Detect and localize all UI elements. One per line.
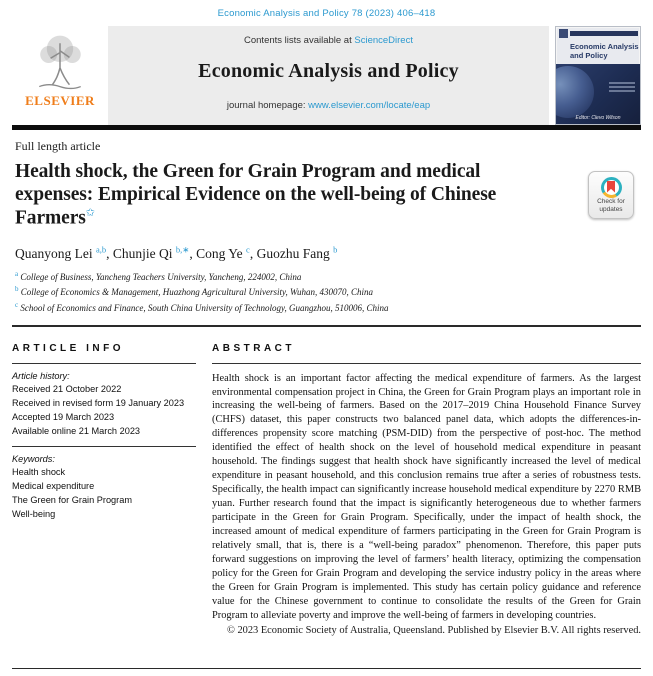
header-divider-bar xyxy=(12,125,641,130)
author-list xyxy=(15,245,638,263)
affiliation: $^b$ College of Economics & Management, Huazhong Agricultural University, Wuhan, 430070, China xyxy=(15,285,374,298)
abstract-column xyxy=(212,327,641,639)
keyword-item: Health shock xyxy=(12,467,66,478)
cover-editor-line: Editor: Clevo Wilson xyxy=(575,115,621,121)
abstract-rule xyxy=(212,363,641,364)
author: Guozhu Fang $^b$ xyxy=(256,244,338,262)
journal-cover-thumbnail[interactable] xyxy=(555,26,641,125)
info-abstract-columns xyxy=(12,327,641,639)
badge-label-line1: Check for xyxy=(597,198,625,205)
abstract-header: ABSTRACT xyxy=(212,342,295,354)
journal-cover-column xyxy=(549,26,641,125)
article-info-rule xyxy=(12,363,196,364)
article-title xyxy=(15,161,540,230)
badge-label-line2: updates xyxy=(599,206,623,214)
history-item: Accepted 19 March 2023 xyxy=(12,411,115,422)
homepage-link[interactable]: www.elsevier.com/locate/eap xyxy=(308,100,431,111)
history-item: Received 21 October 2022 xyxy=(12,384,122,395)
homepage-prefix: journal homepage: xyxy=(226,100,309,111)
author: Quanyong Lei $^{a,b}$, xyxy=(15,244,113,262)
elsevier-logo xyxy=(12,26,108,125)
history-item: Received in revised form 19 January 2023 xyxy=(12,398,185,409)
globe-icon xyxy=(555,66,594,118)
bookmark-icon xyxy=(607,181,615,193)
title-footnote-star[interactable]: ✩ xyxy=(85,206,95,219)
cover-publisher-logo-icon xyxy=(559,29,568,38)
article-title-text: Health shock, the Green for Grain Program and medical expenses: Empirical Evidence on the well-being of Chinese Farmers xyxy=(15,161,497,229)
page-bottom-rule xyxy=(12,668,641,669)
copyright-line: © 2023 Economic Society of Australia, Queensland. Published by Elsevier B.V. All rights reserved. xyxy=(226,625,641,637)
check-for-updates-badge[interactable] xyxy=(588,171,634,219)
affiliation: $^a$ College of Business, Yancheng Teachers University, Yancheng, 224002, China xyxy=(15,270,302,283)
author: Chunjie Qi $^{b,∗}$, xyxy=(112,244,197,262)
elsevier-wordmark: ELSEVIER xyxy=(25,93,95,108)
keyword-item: Medical expenditure xyxy=(12,481,95,492)
affiliation: $^c$ School of Economics and Finance, South China University of Technology, Guangzhou, 510006, China xyxy=(15,300,389,313)
keyword-item: Well-being xyxy=(12,508,56,519)
cover-top-band xyxy=(570,31,638,36)
contents-prefix: Contents lists available at xyxy=(244,35,355,46)
contents-line xyxy=(108,35,549,46)
journal-header xyxy=(12,26,641,125)
crossmark-icon xyxy=(601,177,622,198)
cover-volume-text-placeholder xyxy=(609,82,635,94)
keyword-item: The Green for Grain Program xyxy=(12,494,132,505)
abstract-text: Health shock is an important factor affecting the medical expenditure of farmers. As the largest environmental compensation project in China, the Green for Grain Program plays an important role in increasing the well-being of farmers. Based on the 2017–2019 China Household Finance Survey (CHFS) dataset, this paper constructs two balanced panel data, which adopts the differences-in-differences propensity score matching (PSM-DID) from the perspective of post-hoc. The method identified the effect of health shock on the level of household medical expenditure in peasant household. The findings suggest that health shock have significantly increased the level of medical expenditure in peasant household, and this conclusion remains true after a series of robustness tests. Specifically, the health impact can significantly increase household medical expenditure by 2270 RMB yuan. Further research found that the impact is significantly heterogeneous due to whether farmers participate in the Green for Grain Program. Specifically, under the impact of health shock, the increased amount of medical expenditure of farmers participating in the Green for Grain Program is relatively small, that is, there is a “well-being paradox” phenomenon. Therefore, this paper puts forward suggestions on improving the level of farmers’ health literacy, optimizing the compensation policy for the Green for Grain Program and developing the service industry policy in the areas where the Green for Grain Program is implemented. This study has certain policy guidance and reference value for the Chinese government to continue to consolidate the results of the Green for Grain Program to alleviate poverty and improve the well-being of farmers in developing countries. xyxy=(212,372,641,621)
journal-title: Economic Analysis and Policy xyxy=(198,60,459,82)
author: Cong Ye $^c$, xyxy=(196,244,257,262)
keywords-label: Keywords: xyxy=(12,453,55,464)
history-label: Article history: xyxy=(12,370,70,381)
keywords-block xyxy=(12,453,196,522)
history-item: Available online 21 March 2023 xyxy=(12,425,141,436)
cover-artwork xyxy=(556,64,640,124)
sciencedirect-link[interactable]: ScienceDirect xyxy=(354,35,413,46)
article-info-column xyxy=(12,327,212,639)
title-block xyxy=(15,161,638,230)
article-history xyxy=(12,370,196,439)
journal-banner xyxy=(108,26,549,125)
history-keywords-rule xyxy=(12,446,196,447)
citation-link[interactable]: Economic Analysis and Policy 78 (2023) 406–418 xyxy=(217,8,436,19)
homepage-line xyxy=(108,100,549,111)
article-type-label: Full length article xyxy=(15,139,101,153)
article-info-header: ARTICLE INFO xyxy=(12,342,124,354)
elsevier-tree-icon xyxy=(29,30,91,96)
affiliation-list xyxy=(15,269,638,314)
cover-journal-title: Economic Analysis and Policy xyxy=(570,42,639,61)
